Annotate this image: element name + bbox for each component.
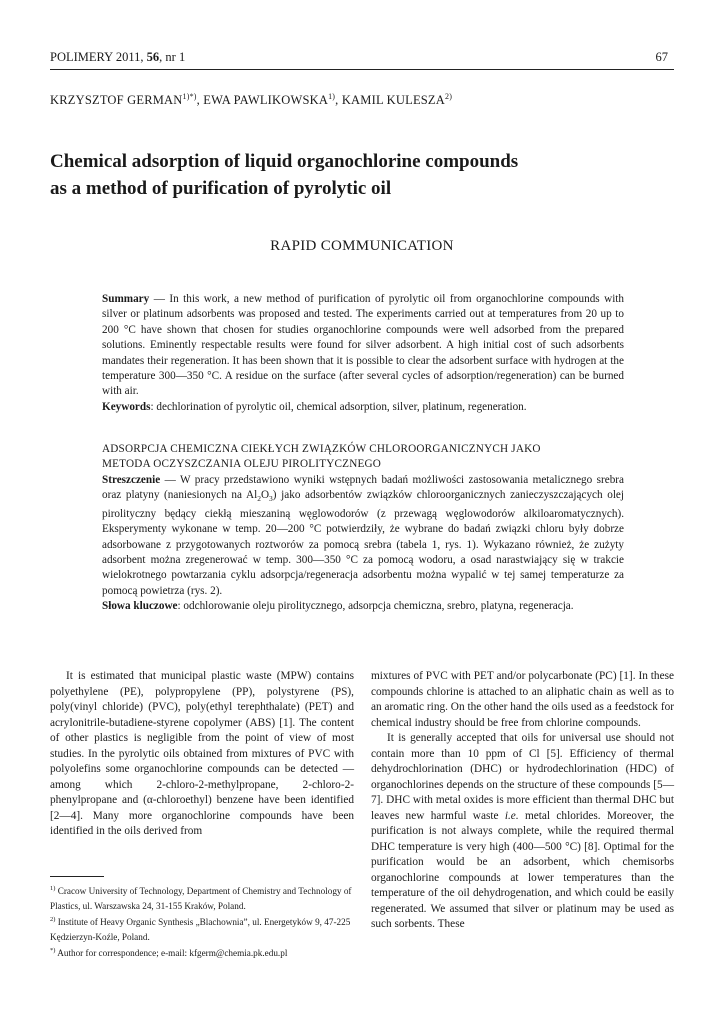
footnote-2-text: Institute of Heavy Organic Synthesis „Blachownia”, ul. Energetyków 9, 47-225 Kędzierzyn-Koźle, Poland. [50,917,351,942]
author-kulesza-affil: 2) [445,92,453,101]
body-column-left [50,669,354,840]
polish-title-line-2: METODA OCZYSZCZANIA OLEJU PIROLITYCZNEGO [102,458,382,471]
author-pawlikowska-affil: 1) [328,92,336,101]
journal-header [50,50,185,65]
keywords-label: Keywords [102,400,151,413]
polish-summary-text-1: — W pracy przedstawiono wyniki wstępnych badań możliwości zastosowania metalicznego srebra oraz platyny (naniesionych na Al [102,473,624,502]
footnote-3-mark: *) [50,947,56,955]
footnote-rule [50,876,104,877]
footnote-1-mark: 1) [50,885,56,892]
polish-summary-text-2: O [260,489,270,502]
summary-text: — In this work, a new method of purification of pyrolytic oil from organochlorine compounds with silver or platinum adsorbents was proposed and tested. The experiments carried out at temperatures from 20 up to 200 °C have shown that chosen for studies organochlorine compounds were well adsorbed from the prepared solutions. Eminently respectable results were found for silver adsorbent. A high initial cost of such adsorbents mandates their regeneration. It has been shown that it is possible to clear the adsorbent surface with hydrogen at the temperature 300—350 °C. A residue on the surface (after several cycles of adsorption/regeneration) can be burned with air. [102,293,624,398]
footnote-3-text: Author for correspondence; e-mail: kfgerm@chemia.pk.edu.pl [55,948,288,959]
polish-title-line-1: ADSORPCJA CHEMICZNA CIEKŁYCH ZWIĄZKÓW CHLOROORGANICZNYCH JAKO [102,443,541,455]
page-number: 67 [655,50,668,64]
polish-keywords-text: : odchlorowanie oleju pirolitycznego, adsorpcja chemiczna, srebro, platyna, regeneracja. [177,600,574,613]
footnote-3 [50,944,356,961]
journal-volume: 56 [146,50,160,64]
para2-text-b: metal chlorides. Moreover, the purification is not always complete, while the required thermal DHC temperature is very high (400—500 °C) [8]. Optimal for the purification would be an adsorbent, which chemisorbs organochlorine compounds at lower temperatures than the temperature of the oil dehydrogenation, and which could be easily regenerated. We assumed that silver or platinum may be used as such sorbents. These [371,809,675,930]
article-title [50,148,670,202]
author-kulesza: , KAMIL KULESZA [335,93,445,108]
footnote-2-mark: 2) [50,916,56,924]
section-label: RAPID COMMUNICATION [270,238,454,254]
summary-paragraph [102,292,624,400]
polish-summary-text-3: ) jako adsorbentów związków chloroorganicznych zanieczyszczających olej pirolityczny będący ciekłą mieszaniną węglowodorów (z przewagą węglowodorów alkiloaromatycznych). Eksperymenty wykonane w temp. 20—200 °C potwierdziły, że wybrane do badań związki chloru były dobrze adsorbowane z przygotowanych roztworów za pomocą srebra (tabela 1, rys. 1). Wykazano również, że zużyty adsorbent można zregenerować w temp. 300—350 °C za pomocą wodoru, a osad narastwiający się w trakcie wielokrotnego powtarzania cyklu adsorpcja/regeneracja adsorbentu można wypalić w tej samej temperaturze za pomocą powietrza (rys. 2). [102,489,624,597]
polish-keywords-paragraph [102,599,624,614]
intro-paragraph-1: It is estimated that municipal plastic waste (MPW) contains polyethylene (PE), polypropylene (PP), polystyrene (PS), poly(vinyl chloride) (PVC), poly(ethyl terephthalate) (PET) and acrylonitrile-butadiene-styrene copolymer (ABS) [1]. The content of other plastics is negligible from the point of view of most studies. In the pyrolytic oils obtained from mixtures of PVC with polyolefins some organochlorine compounds can be detected — among which 2-chloro-2-methylpropane, 2-chloro-2-phenylpropane and (α-chloroethyl) benzene have been identified [2—4]. Many more organochlorine compounds have been identified in the oils derived from [50,670,354,837]
author-german-affil: 1)*) [182,92,197,101]
intro-paragraph-continued: mixtures of PVC with PET and/or polycarbonate (PC) [1]. In these compounds chlorine is attached to an aliphatic chain as well as to an aromatic ring. On the other hand the oils used as a feedstock for chemical industry should be free from chlorine compounds. [371,670,674,729]
author-pawlikowska: , EWA PAWLIKOWSKA [196,93,329,108]
title-line-2: as a method of purification of pyrolytic oil [50,178,392,199]
summary-label: Summary [102,293,150,305]
body-column-right [371,669,674,933]
polish-summary-paragraph [102,473,624,599]
english-abstract [102,292,624,415]
journal-issue: , nr 1 [159,50,186,64]
header-rule [50,69,674,70]
slowa-kluczowe-label: Słowa kluczowe [102,600,178,613]
footnote-2 [50,913,356,944]
author-line [50,92,452,108]
ie-abbrev: i.e. [504,809,519,822]
streszczenie-label: Streszczenie [102,473,161,486]
subscript-2: 2 [257,494,261,504]
footnote-1 [50,882,356,913]
footnotes [50,882,356,961]
journal-name: POLIMERY 2011, [50,50,147,64]
footnote-1-text: Cracow University of Technology, Department of Chemistry and Technology of Plastics, ul. Warszawska 24, 31-155 Kraków, Poland. [50,886,352,911]
para2-text-a: It is generally accepted that oils for universal use should not contain more than 10 ppm of Cl [5]. Efficiency of thermal dehydrochlorination (DHC) or hydrodechlorination (HDC) of organochlorines depends on the structure of these compounds [5—7]. DHC with metal oxides is more efficient than thermal DHC but leaves new harmful waste [371,732,674,822]
keywords-paragraph [102,400,624,415]
subscript-3: 3 [269,494,273,504]
polish-abstract [102,442,624,615]
keywords-text: : dechlorination of pyrolytic oil, chemical adsorption, silver, platinum, regeneration. [150,400,527,413]
title-line-1: Chemical adsorption of liquid organochlorine compounds [50,151,519,172]
intro-paragraph-2 [371,731,674,933]
author-german: KRZYSZTOF GERMAN [50,93,183,108]
